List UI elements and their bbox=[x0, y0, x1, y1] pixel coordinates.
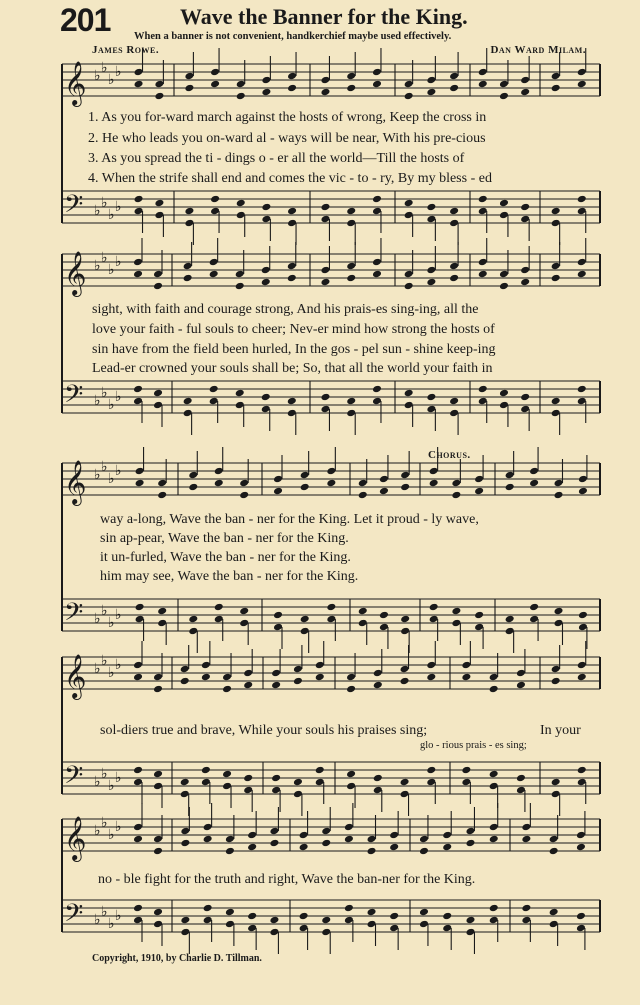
lyric-verse-4-line-2: Lead-er crowned your souls shall be; So, that all the world your faith in bbox=[92, 361, 493, 376]
lyric-verse-2-line-2: love your faith - ful souls to cheer; Nev-er mind how strong the hosts of bbox=[92, 322, 495, 337]
svg-text:♭: ♭ bbox=[94, 823, 101, 839]
svg-text:♭: ♭ bbox=[108, 778, 115, 794]
svg-text:♭: ♭ bbox=[94, 68, 101, 84]
lyric-verse-3-line-2: sin have from the field been hurled, In the gos - pel sun - shine keep-ing bbox=[92, 342, 496, 357]
svg-text:𝄞: 𝄞 bbox=[64, 816, 87, 860]
svg-text:𝄞: 𝄞 bbox=[64, 460, 87, 504]
svg-text:♭: ♭ bbox=[108, 471, 115, 487]
lyric-verse-2-line-3: sin ap-pear, Wave the ban - ner for the King. bbox=[100, 531, 349, 546]
svg-text:♭: ♭ bbox=[101, 603, 108, 619]
lyric-chorus-line-1: sol-diers true and brave, While your souls his praises sing; bbox=[100, 723, 428, 738]
music-composer: Dan Ward Milam. bbox=[490, 44, 586, 56]
copyright-notice: Copyright, 1910, by Charlie D. Tillman. bbox=[92, 953, 262, 964]
svg-text:♭: ♭ bbox=[101, 815, 108, 831]
svg-text:♭: ♭ bbox=[115, 607, 122, 623]
svg-text:♭: ♭ bbox=[101, 195, 108, 211]
svg-text:♭: ♭ bbox=[101, 385, 108, 401]
lyric-verse-4-line-1: 4. When the strife shall end and comes the vic - to - ry, By my bless - ed bbox=[88, 171, 492, 186]
lyric-alto-echo: glo - rious prais - es sing; bbox=[420, 740, 527, 751]
svg-text:♭: ♭ bbox=[115, 199, 122, 215]
svg-text:♭: ♭ bbox=[108, 207, 115, 223]
svg-text:♭: ♭ bbox=[108, 916, 115, 932]
svg-text:♭: ♭ bbox=[108, 665, 115, 681]
lyric-chorus-line-2: no - ble fight for the truth and right, Wave the ban-ner for the King. bbox=[98, 872, 476, 887]
svg-text:♭: ♭ bbox=[108, 72, 115, 88]
svg-text:𝄢: 𝄢 bbox=[64, 899, 84, 934]
svg-text:♭: ♭ bbox=[108, 397, 115, 413]
svg-text:♭: ♭ bbox=[101, 250, 108, 266]
hymn-number: 201 bbox=[60, 2, 111, 38]
svg-text:𝄞: 𝄞 bbox=[64, 654, 87, 698]
svg-text:♭: ♭ bbox=[115, 657, 122, 673]
chorus-label: Chorus. bbox=[428, 449, 471, 461]
svg-text:♭: ♭ bbox=[101, 653, 108, 669]
svg-text:♭: ♭ bbox=[115, 908, 122, 924]
svg-text:♭: ♭ bbox=[101, 60, 108, 76]
lyric-chorus-pickup: In your bbox=[540, 723, 581, 738]
lyric-verse-4-line-3: him may see, Wave the ban - ner for the King. bbox=[100, 569, 359, 584]
svg-text:♭: ♭ bbox=[94, 258, 101, 274]
svg-text:𝄞: 𝄞 bbox=[64, 251, 87, 295]
svg-text:♭: ♭ bbox=[115, 389, 122, 405]
svg-text:♭: ♭ bbox=[94, 393, 101, 409]
svg-text:♭: ♭ bbox=[115, 254, 122, 270]
lyric-verse-3-line-1: 3. As you spread the ti - dings o - er all the world—Till the hosts of bbox=[88, 151, 465, 166]
svg-text:♭: ♭ bbox=[115, 64, 122, 80]
lyric-verse-2-line-1: 2. He who leads you on-ward al - ways will be near, With his pre-cious bbox=[88, 131, 486, 146]
svg-text:♭: ♭ bbox=[94, 611, 101, 627]
svg-text:♭: ♭ bbox=[94, 203, 101, 219]
svg-text:♭: ♭ bbox=[115, 463, 122, 479]
svg-text:♭: ♭ bbox=[94, 661, 101, 677]
svg-text:♭: ♭ bbox=[101, 766, 108, 782]
svg-text:𝄢: 𝄢 bbox=[64, 598, 84, 633]
lyric-verse-3-line-3: it un-furled, Wave the ban - ner for the King. bbox=[100, 550, 351, 565]
performance-note: When a banner is not convenient, handkerchief maybe used effectively. bbox=[134, 31, 452, 42]
svg-text:𝄢: 𝄢 bbox=[64, 380, 84, 415]
svg-text:♭: ♭ bbox=[108, 615, 115, 631]
lyric-verse-1-line-3: way a-long, Wave the ban - ner for the King. Let it proud - ly wave, bbox=[100, 512, 479, 527]
svg-text:♭: ♭ bbox=[94, 912, 101, 928]
svg-text:♭: ♭ bbox=[108, 262, 115, 278]
lyric-verse-1-line-2: sight, with faith and courage strong, And his prais-es sing-ing, all the bbox=[92, 302, 479, 317]
svg-text:𝄢: 𝄢 bbox=[64, 761, 84, 796]
svg-text:♭: ♭ bbox=[101, 459, 108, 475]
svg-text:♭: ♭ bbox=[94, 467, 101, 483]
lyric-verse-1-line-1: 1. As you for-ward march against the hosts of wrong, Keep the cross in bbox=[88, 110, 487, 125]
svg-text:𝄞: 𝄞 bbox=[64, 61, 87, 105]
svg-text:♭: ♭ bbox=[115, 770, 122, 786]
hymn-title: Wave the Banner for the King. bbox=[180, 4, 468, 29]
words-author: James Rowe. bbox=[92, 44, 160, 56]
svg-text:𝄢: 𝄢 bbox=[64, 190, 84, 225]
svg-text:♭: ♭ bbox=[94, 774, 101, 790]
svg-text:♭: ♭ bbox=[101, 904, 108, 920]
svg-text:♭: ♭ bbox=[108, 827, 115, 843]
svg-text:♭: ♭ bbox=[115, 819, 122, 835]
